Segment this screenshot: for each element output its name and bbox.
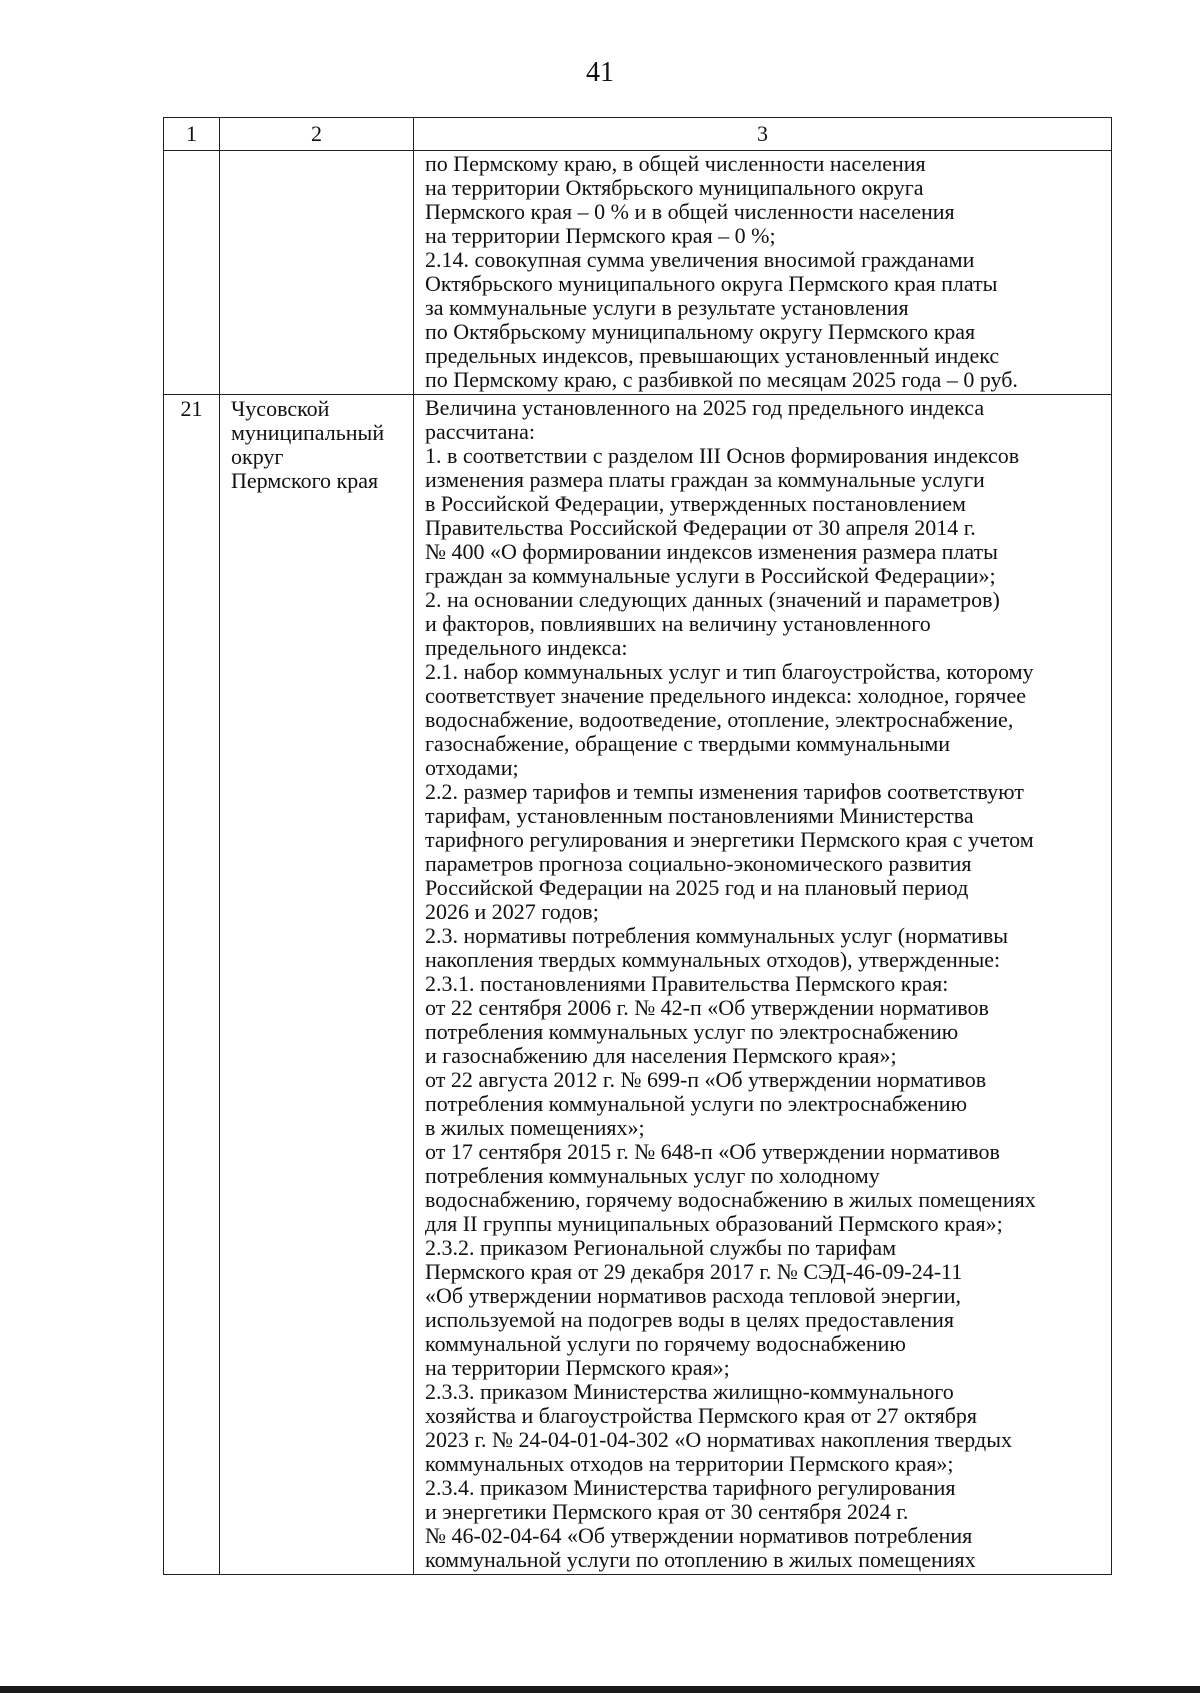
table-header-row	[164, 118, 1112, 151]
header-col-3: 3	[414, 118, 1112, 151]
text-line: хозяйства и благоустройства Пермского края от 27 октября	[425, 1403, 978, 1428]
text-line: за коммунальные услуги в результате установления	[425, 295, 909, 320]
text-line: тарифного регулирования и энергетики Пермского края с учетом	[425, 827, 1034, 852]
text-line: 1. в соответствии с разделом III Основ формирования индексов	[425, 443, 1020, 468]
header-col-1: 1	[164, 118, 220, 151]
text-line: 2.14. совокупная сумма увеличения вносимой гражданами	[425, 247, 975, 272]
text-line: граждан за коммунальные услуги в Российской Федерации»;	[425, 563, 996, 588]
text-line: № 400 «О формировании индексов изменения размера платы	[425, 539, 998, 564]
text-line: на территории Пермского края – 0 %;	[425, 223, 776, 248]
text-line: предельного индекса:	[425, 635, 628, 660]
table-row	[164, 151, 1112, 395]
text-line: изменения размера платы граждан за коммунальные услуги	[425, 467, 985, 492]
text-line: Российской Федерации на 2025 год и на плановый период	[425, 875, 969, 900]
text-line: Правительства Российской Федерации от 30 апреля 2014 г.	[425, 515, 976, 540]
text-line: и факторов, повлиявших на величину установленного	[425, 611, 931, 636]
text-line: коммунальной услуги по отоплению в жилых помещениях	[425, 1547, 976, 1572]
scan-bottom-edge	[0, 1686, 1200, 1693]
text-line: Пермского края от 29 декабря 2017 г. № СЭД-46-09-24-11	[425, 1259, 963, 1284]
text-line: Пермского края – 0 % и в общей численности населения	[425, 199, 955, 224]
text-line: по Пермскому краю, с разбивкой по месяцам 2025 года – 0 руб.	[425, 367, 1018, 392]
text-line: водоснабжению, горячему водоснабжению в жилых помещениях	[425, 1187, 1036, 1212]
text-line: 2026 и 2027 годов;	[425, 899, 599, 924]
text-line: по Пермскому краю, в общей численности населения	[425, 151, 926, 176]
text-line: соответствует значение предельного индекса: холодное, горячее	[425, 683, 1027, 708]
text-line: отходами;	[425, 755, 519, 780]
text-line: используемой на подогрев воды в целях предоставления	[425, 1307, 954, 1332]
text-line: на территории Пермского края»;	[425, 1355, 730, 1380]
text-line: 2023 г. № 24-04-01-04-302 «О нормативах накопления твердых	[425, 1427, 1012, 1452]
text-line: от 17 сентября 2015 г. № 648-п «Об утверждении нормативов	[425, 1139, 1000, 1164]
text-line: по Октябрьскому муниципальному округу Пермского края	[425, 319, 976, 344]
description-cell	[414, 395, 1112, 1575]
text-line: Октябрьского муниципального округа Пермского края платы	[425, 271, 998, 296]
text-line: и энергетики Пермского края от 30 сентября 2024 г.	[425, 1499, 909, 1524]
text-line: № 46-02-04-64 «Об утверждении нормативов потребления	[425, 1523, 973, 1548]
text-line: 2.3.4. приказом Министерства тарифного регулирования	[425, 1475, 956, 1500]
text-line: потребления коммунальных услуг по электроснабжению	[425, 1019, 959, 1044]
municipality-name-cell	[220, 395, 414, 1575]
text-line: коммунальной услуги по горячему водоснабжению	[425, 1331, 906, 1356]
municipality-name-cell	[220, 151, 414, 395]
header-col-2: 2	[220, 118, 414, 151]
text-line: и газоснабжению для населения Пермского края»;	[425, 1043, 897, 1068]
document-table	[163, 117, 1112, 1575]
text-line: 2. на основании следующих данных (значений и параметров)	[425, 587, 1000, 612]
text-line: 2.3.2. приказом Региональной службы по тарифам	[425, 1235, 897, 1260]
row-number-cell: 21	[164, 395, 220, 1575]
text-line: округ	[231, 444, 284, 469]
table-row	[164, 395, 1112, 1575]
text-line: 2.3.3. приказом Министерства жилищно-коммунального	[425, 1379, 954, 1404]
description-cell	[414, 151, 1112, 395]
text-line: потребления коммунальных услуг по холодному	[425, 1163, 880, 1188]
text-line: коммунальных отходов на территории Пермского края»;	[425, 1451, 954, 1476]
text-line: от 22 сентября 2006 г. № 42-п «Об утверждении нормативов	[425, 995, 989, 1020]
text-line: 2.1. набор коммунальных услуг и тип благоустройства, которому	[425, 659, 1034, 684]
text-line: параметров прогноза социально-экономического развития	[425, 851, 972, 876]
text-line: в жилых помещениях»;	[425, 1115, 645, 1140]
text-line: водоснабжение, водоотведение, отопление, электроснабжение,	[425, 707, 1014, 732]
page-number: 41	[586, 57, 614, 88]
text-line: рассчитана:	[425, 419, 535, 444]
text-line: «Об утверждении нормативов расхода тепловой энергии,	[425, 1283, 962, 1308]
text-line: Величина установленного на 2025 год предельного индекса	[425, 395, 985, 420]
text-line: газоснабжение, обращение с твердыми коммунальными	[425, 731, 951, 756]
text-line: потребления коммунальной услуги по электроснабжению	[425, 1091, 968, 1116]
text-line: муниципальный	[231, 420, 385, 445]
row-number-cell	[164, 151, 220, 395]
text-line: накопления твердых коммунальных отходов), утвержденные:	[425, 947, 1001, 972]
text-line: Чусовской	[231, 396, 330, 421]
text-line: 2.2. размер тарифов и темпы изменения тарифов соответствуют	[425, 779, 1024, 804]
text-line: предельных индексов, превышающих установленный индекс	[425, 343, 1000, 368]
text-line: тарифам, установленным постановлениями Министерства	[425, 803, 974, 828]
text-line: в Российской Федерации, утвержденных постановлением	[425, 491, 966, 516]
text-line: 2.3. нормативы потребления коммунальных услуг (нормативы	[425, 923, 1008, 948]
text-line: Пермского края	[231, 468, 379, 493]
text-line: от 22 августа 2012 г. № 699-п «Об утверждении нормативов	[425, 1067, 987, 1092]
text-line: на территории Октябрьского муниципального округа	[425, 175, 924, 200]
text-line: 2.3.1. постановлениями Правительства Пермского края:	[425, 971, 949, 996]
text-line: для II группы муниципальных образований Пермского края»;	[425, 1211, 1003, 1236]
